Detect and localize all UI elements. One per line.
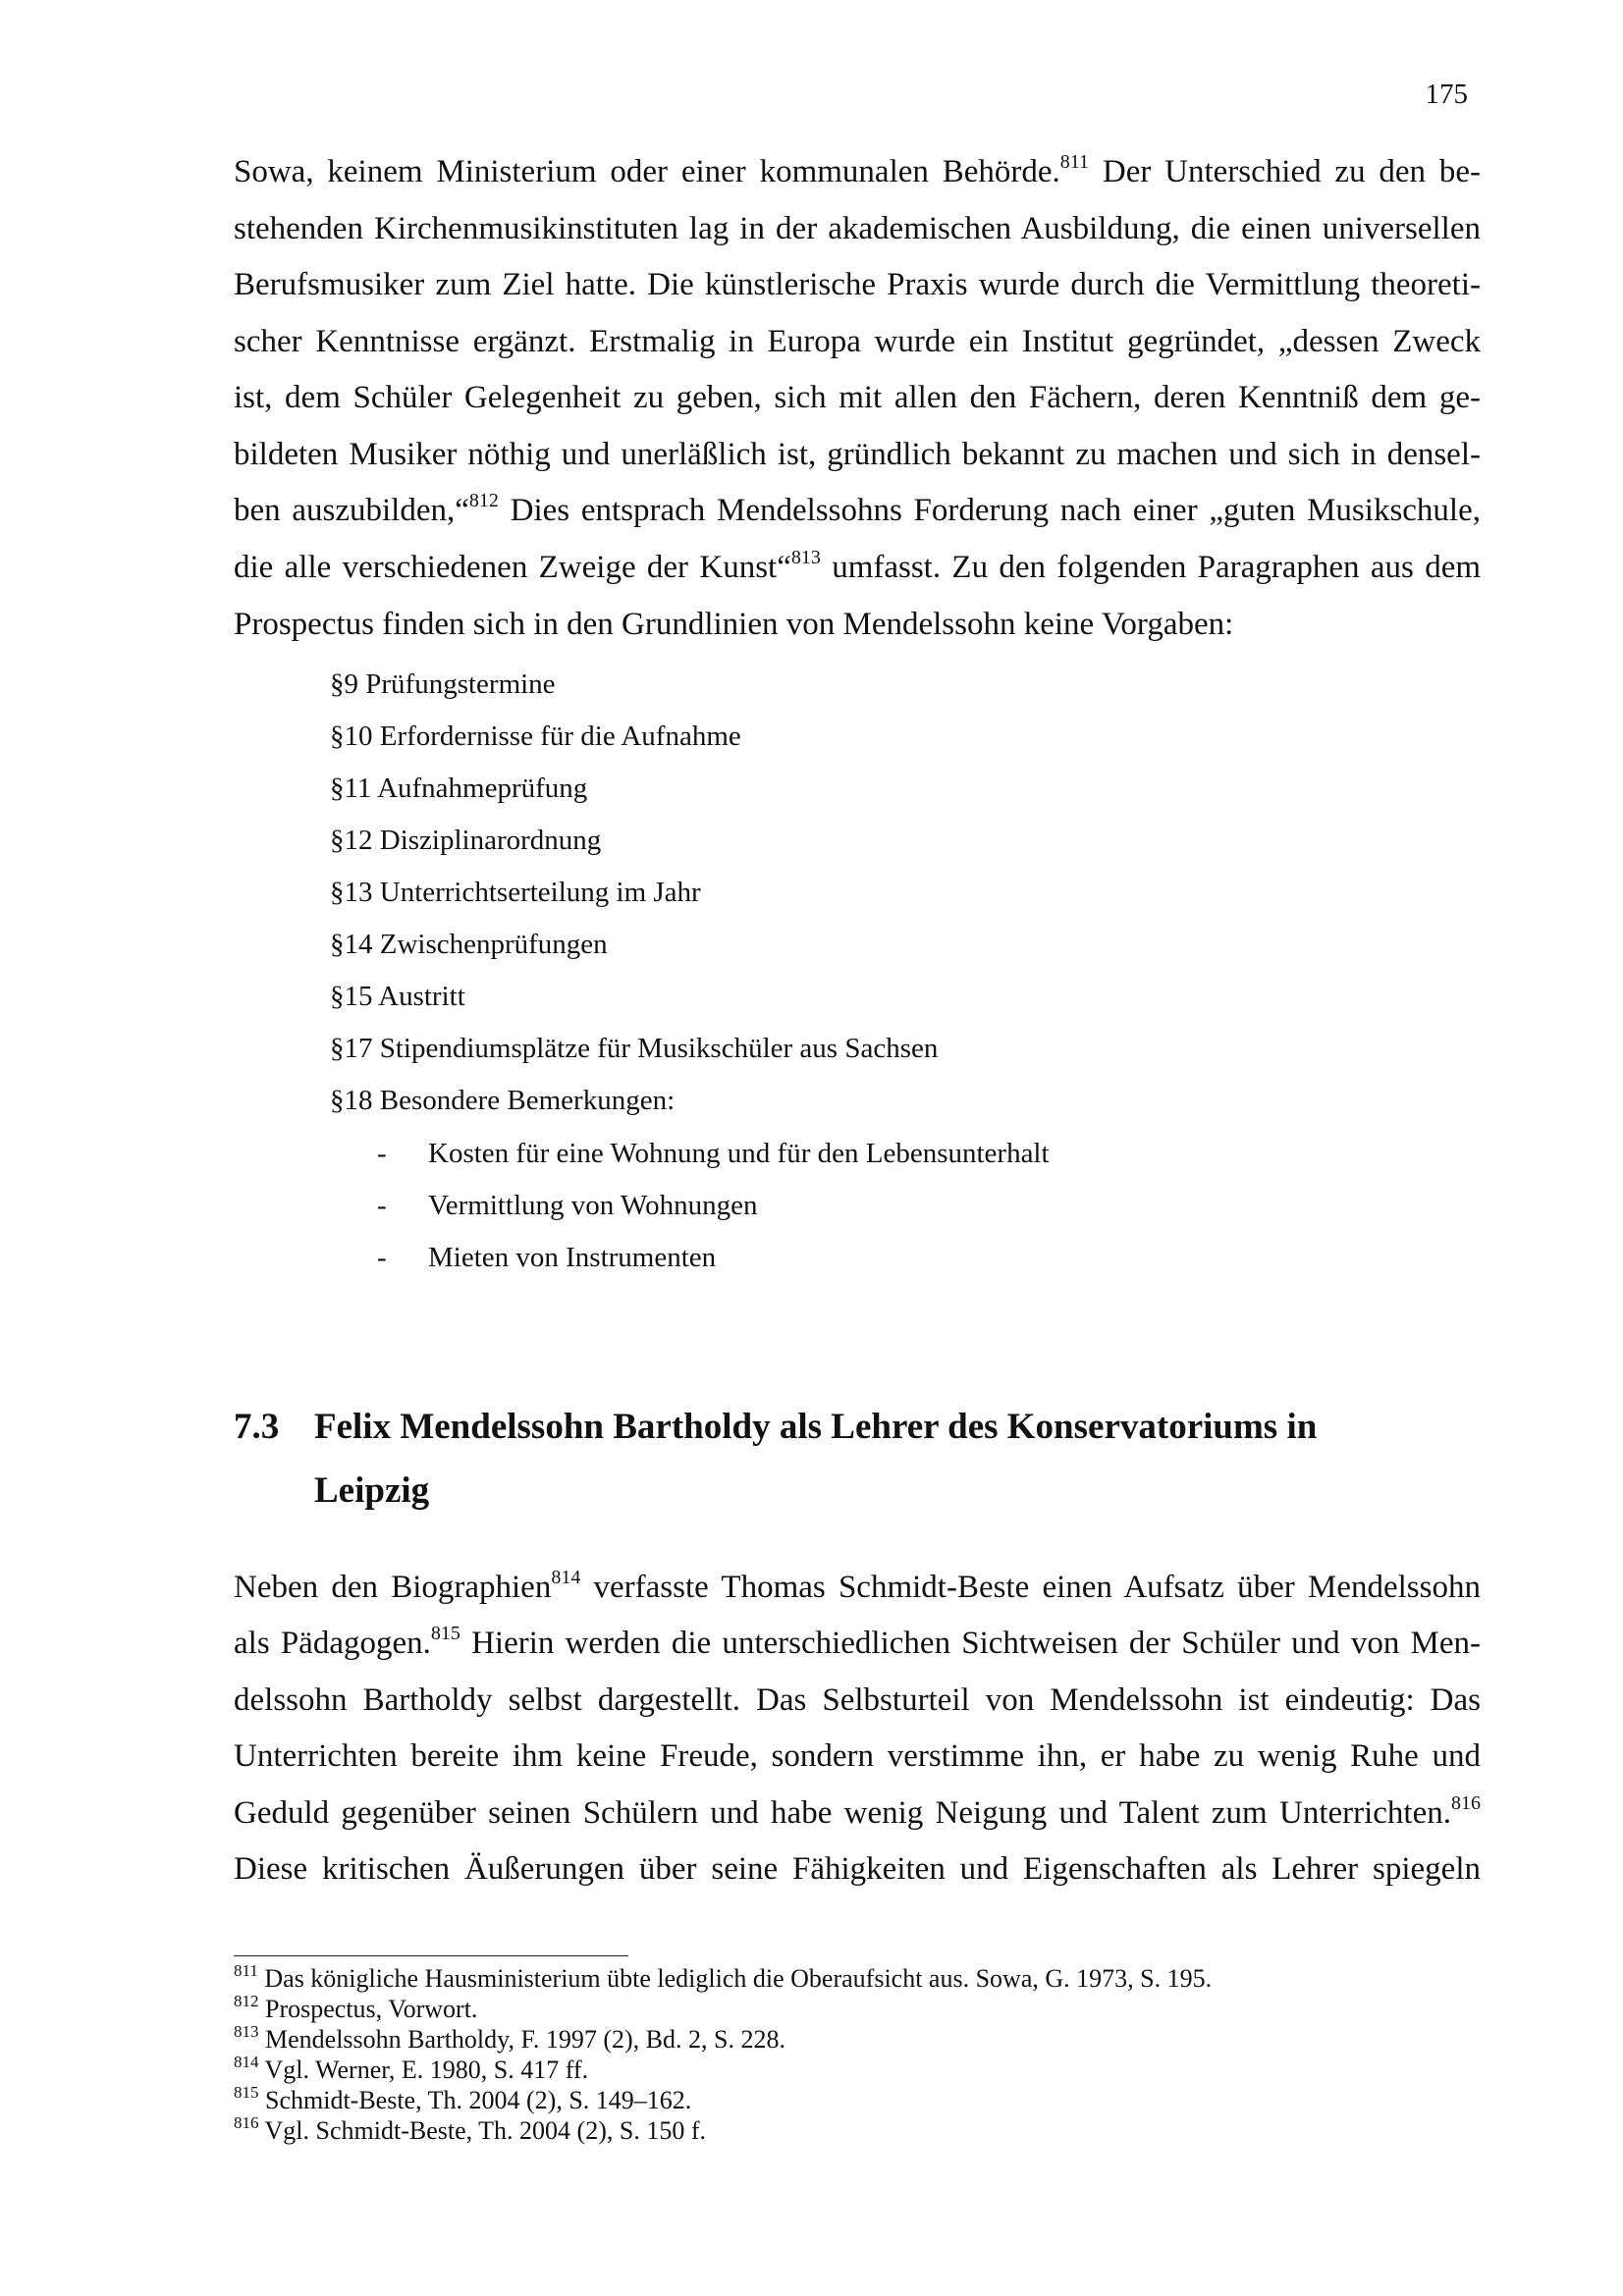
body-line: Unterrichten bereite ihm keine Freude, sondern verstimme ihn, er habe zu wenig Ruhe und (234, 1738, 1481, 1774)
body-line: die alle verschiedenen Zweige der Kunst“$^{813}$ umfasst. Zu den folgenden Paragraphen aus dem (234, 547, 1482, 585)
body-line: ist, dem Schüler Gelegenheit zu geben, sich mit allen den Fächern, deren Kenntniß dem ge- (234, 380, 1481, 415)
list-item: §13 Unterrichtserteilung im Jahr (330, 877, 701, 908)
body-line: Neben den Biographien$^{814}$ verfasste Thomas Schmidt-Beste einen Aufsatz über Mendelssohn (234, 1567, 1481, 1605)
sub-list-item: - Vermittlung von Wohnungen (377, 1190, 758, 1221)
footnote-number: 812 (234, 1992, 259, 2011)
footnote-ref[interactable]: 811 (1059, 151, 1090, 173)
body-line: Prospectus finden sich in den Grundlinien von Mendelssohn keine Vorgaben: (234, 607, 1234, 642)
list-item: §18 Besondere Bemerkungen: (330, 1085, 676, 1116)
dash-marker: - (377, 1190, 387, 1221)
section-heading (234, 1406, 1317, 1449)
footnote-separator (234, 1955, 628, 1956)
list-item: §17 Stipendiumsplätze für Musikschüler aus Sachsen (330, 1033, 939, 1064)
footnote-ref[interactable]: 815 (430, 1623, 460, 1644)
footnote: $^{813}$ Mendelssohn Bartholdy, F. 1997 (2), Bd. 2, S. 228. (234, 2022, 785, 2054)
list-item: §15 Austritt (330, 981, 465, 1012)
footnote: $^{814}$ Vgl. Werner, E. 1980, S. 417 ff. (234, 2053, 589, 2084)
body-line: bildeten Musiker nöthig und unerläßlich ist, gründlich bekannt zu machen und sich in densel- (234, 437, 1481, 472)
body-line: Geduld gegenüber seinen Schülern und habe wenig Neigung und Talent zum Unterrichten.$^{816}$ (234, 1792, 1481, 1831)
list-item: §10 Erfordernisse für die Aufnahme (330, 721, 741, 752)
section-number: 7.3 (234, 1407, 280, 1447)
footnote-number: 815 (234, 2083, 259, 2103)
footnote: $^{815}$ Schmidt-Beste, Th. 2004 (2), S. 149–162. (234, 2083, 692, 2114)
body-line: Diese kritischen Äußerungen über seine Fähigkeiten und Eigenschaften als Lehrer spiegeln (234, 1851, 1481, 1887)
list-item: §12 Disziplinarordnung (330, 825, 602, 856)
dash-marker: - (377, 1242, 387, 1273)
footnote-number: 814 (234, 2053, 259, 2072)
list-item: §9 Prüfungstermine (330, 668, 556, 700)
section-title-continued: Leipzig (314, 1470, 430, 1511)
body-line: Berufsmusiker zum Ziel hatte. Die künstlerische Praxis wurde durch die Vermittlung theoreti- (234, 267, 1481, 302)
list-item: §11 Aufnahmeprüfung (330, 773, 588, 804)
body-line: stehenden Kirchenmusikinstituten lag in der akademischen Ausbildung, die einen universellen (234, 211, 1481, 246)
body-line: ben auszubilden,“$^{812}$ Dies entsprach Mendelssohns Forderung nach einer „guten Musikschule, (234, 490, 1481, 528)
footnote-ref[interactable]: 814 (551, 1567, 581, 1588)
dash-marker: - (377, 1138, 387, 1169)
footnote-number: 813 (234, 2022, 259, 2042)
footnote: $^{812}$ Prospectus, Vorwort. (234, 1992, 478, 2023)
page-number: 175 (1425, 79, 1468, 110)
section-title: Felix Mendelssohn Bartholdy als Lehrer des Konservatoriums in (314, 1407, 1318, 1447)
body-line: delssohn Bartholdy selbst dargestellt. Das Selbsturteil von Mendelssohn ist eindeutig: Das (234, 1682, 1481, 1718)
list-item: §14 Zwischenprüfungen (330, 929, 608, 960)
body-line: scher Kenntnisse ergänzt. Erstmalig in Europa wurde ein Institut gegründet, „dessen Zweck (234, 324, 1481, 359)
footnote-ref[interactable]: 812 (468, 490, 499, 511)
body-line: Sowa, keinem Ministerium oder einer kommunalen Behörde.$^{811}$ Der Unterschied zu den be- (234, 151, 1481, 189)
footnote: $^{816}$ Vgl. Schmidt-Beste, Th. 2004 (2), S. 150 f. (234, 2113, 706, 2145)
footnote-ref[interactable]: 813 (790, 547, 821, 568)
footnote-ref[interactable]: 816 (1451, 1792, 1481, 1814)
sub-list-item: - Mieten von Instrumenten (377, 1242, 717, 1273)
sub-list-item: - Kosten für eine Wohnung und für den Lebensunterhalt (377, 1138, 1050, 1169)
footnote: $^{811}$ Das königliche Hausministerium übte lediglich die Oberaufsicht aus. Sowa, G. 1973, S. 195. (234, 1961, 1213, 1993)
body-line: als Pädagogen.$^{815}$ Hierin werden die unterschiedlichen Sichtweisen der Schüler und von Men- (234, 1623, 1482, 1661)
footnote-number: 816 (234, 2113, 259, 2133)
footnote-number: 811 (234, 1961, 258, 1981)
